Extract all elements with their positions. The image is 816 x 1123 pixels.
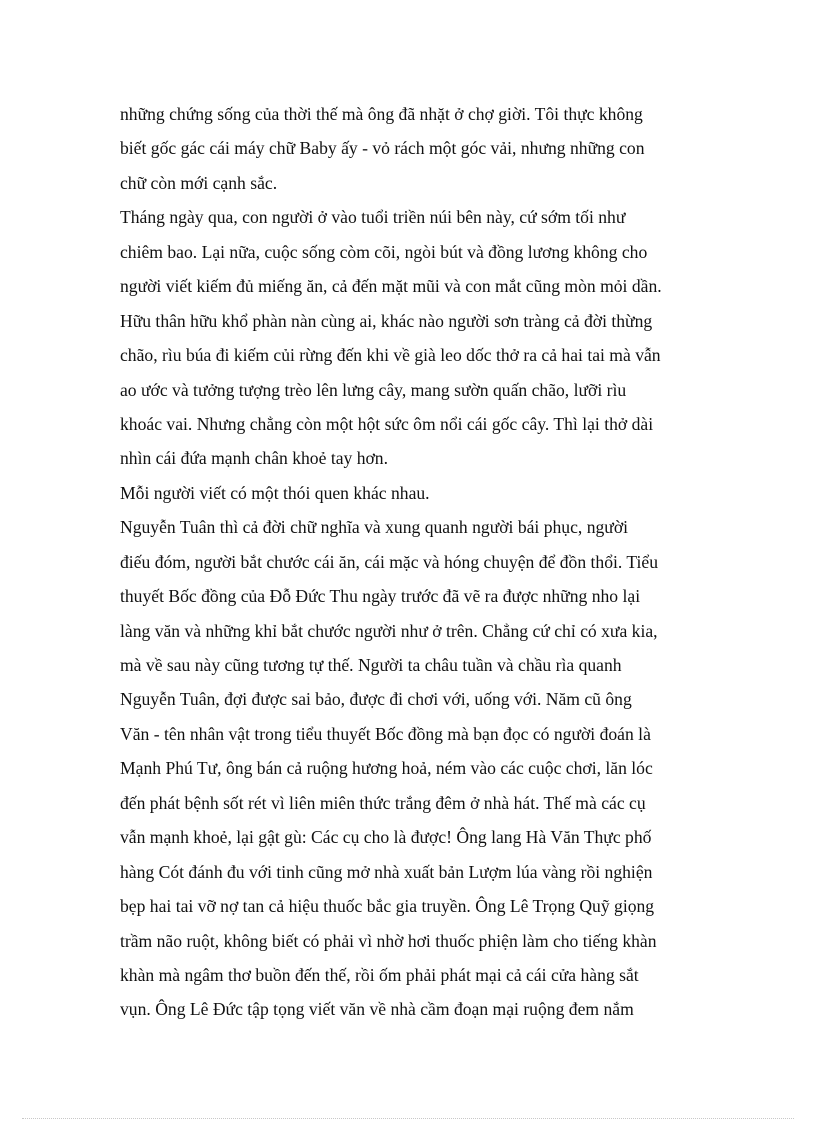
text-line: những chứng sống của thời thế mà ông đã nhặt ở chợ giời. Tôi thực không xyxy=(120,104,643,124)
text-line: Tháng ngày qua, con người ở vào tuổi triền núi bên này, cứ sớm tối như xyxy=(120,207,626,228)
text-line: chữ còn mới cạnh sắc. xyxy=(120,172,278,193)
text-line: chiêm bao. Lại nữa, cuộc sống còm cõi, ngòi bút và đồng lương không cho xyxy=(120,241,648,262)
text-line: hàng Cót đánh đu với tinh cũng mở nhà xuất bản Lượm lúa vàng rồi nghiện xyxy=(120,861,653,882)
text-line: Nguyễn Tuân thì cả đời chữ nghĩa và xung quanh người bái phục, người xyxy=(120,517,629,538)
text-line: làng văn và những khỉ bắt chước người như ở trên. Chẳng cứ chỉ có xưa kia, xyxy=(120,620,658,641)
text-line: trầm não ruột, không biết có phải vì nhờ hơi thuốc phiện làm cho tiếng khàn xyxy=(120,930,657,951)
text-line: điếu đóm, người bắt chước cái ăn, cái mặc và hóng chuyện để đồn thổi. Tiểu xyxy=(120,551,659,572)
text-line: bẹp hai tai vỡ nợ tan cả hiệu thuốc bắc gia truyền. Ông Lê Trọng Quỹ giọng xyxy=(120,896,655,917)
text-line: vẫn mạnh khoẻ, lại gật gù: Các cụ cho là được! Ông lang Hà Văn Thực phố xyxy=(120,827,652,848)
text-line: khoác vai. Nhưng chẳng còn một hột sức ôm nổi cái gốc cây. Thì lại thở dài xyxy=(120,413,654,434)
text-line: người viết kiếm đủ miếng ăn, cả đến mặt mũi và con mắt cũng mòn mỏi dần. xyxy=(120,276,662,297)
text-line: Hữu thân hữu khổ phàn nàn cùng ai, khác nào người sơn tràng cả đời thừng xyxy=(120,310,653,331)
text-line: biết gốc gác cái máy chữ Baby ấy - vỏ rách một góc vải, nhưng những con xyxy=(120,138,645,159)
page-bottom-divider xyxy=(22,1118,794,1119)
text-line: chão, rìu búa đi kiếm củi rừng đến khi về già leo dốc thở ra cả hai tai mà vẫn xyxy=(120,345,661,366)
text-line: Mỗi người viết có một thói quen khác nhau. xyxy=(120,482,430,503)
text-line: Văn - tên nhân vật trong tiểu thuyết Bốc đồng mà bạn đọc có người đoán là xyxy=(120,723,651,744)
text-line: mà về sau này cũng tương tự thế. Người ta châu tuần và chầu rìa quanh xyxy=(120,655,622,675)
text-line: nhìn cái đứa mạnh chân khoẻ tay hơn. xyxy=(120,448,389,469)
text-line: khàn mà ngâm thơ buồn đến thế, rồi ốm phải phát mại cả cái cửa hàng sắt xyxy=(120,964,639,985)
text-line: vụn. Ông Lê Đức tập tọng viết văn về nhà cầm đoạn mại ruộng đem nắm xyxy=(120,999,634,1020)
text-line: đến phát bệnh sốt rét vì liên miên thức trắng đêm ở nhà hát. Thế mà các cụ xyxy=(120,792,646,813)
text-line: thuyết Bốc đồng của Đỗ Đức Thu ngày trước đã vẽ ra được những nho lại xyxy=(120,586,641,607)
text-line: Mạnh Phú Tư, ông bán cả ruộng hương hoả, ném vào các cuộc chơi, lăn lóc xyxy=(120,758,653,779)
document-body-text xyxy=(120,97,700,1027)
text-line: Nguyễn Tuân, đợi được sai bảo, được đi chơi với, uống với. Năm cũ ông xyxy=(120,689,632,710)
text-line: ao ước và tưởng tượng trèo lên lưng cây, mang sườn quấn chão, lưỡi rìu xyxy=(120,379,627,400)
